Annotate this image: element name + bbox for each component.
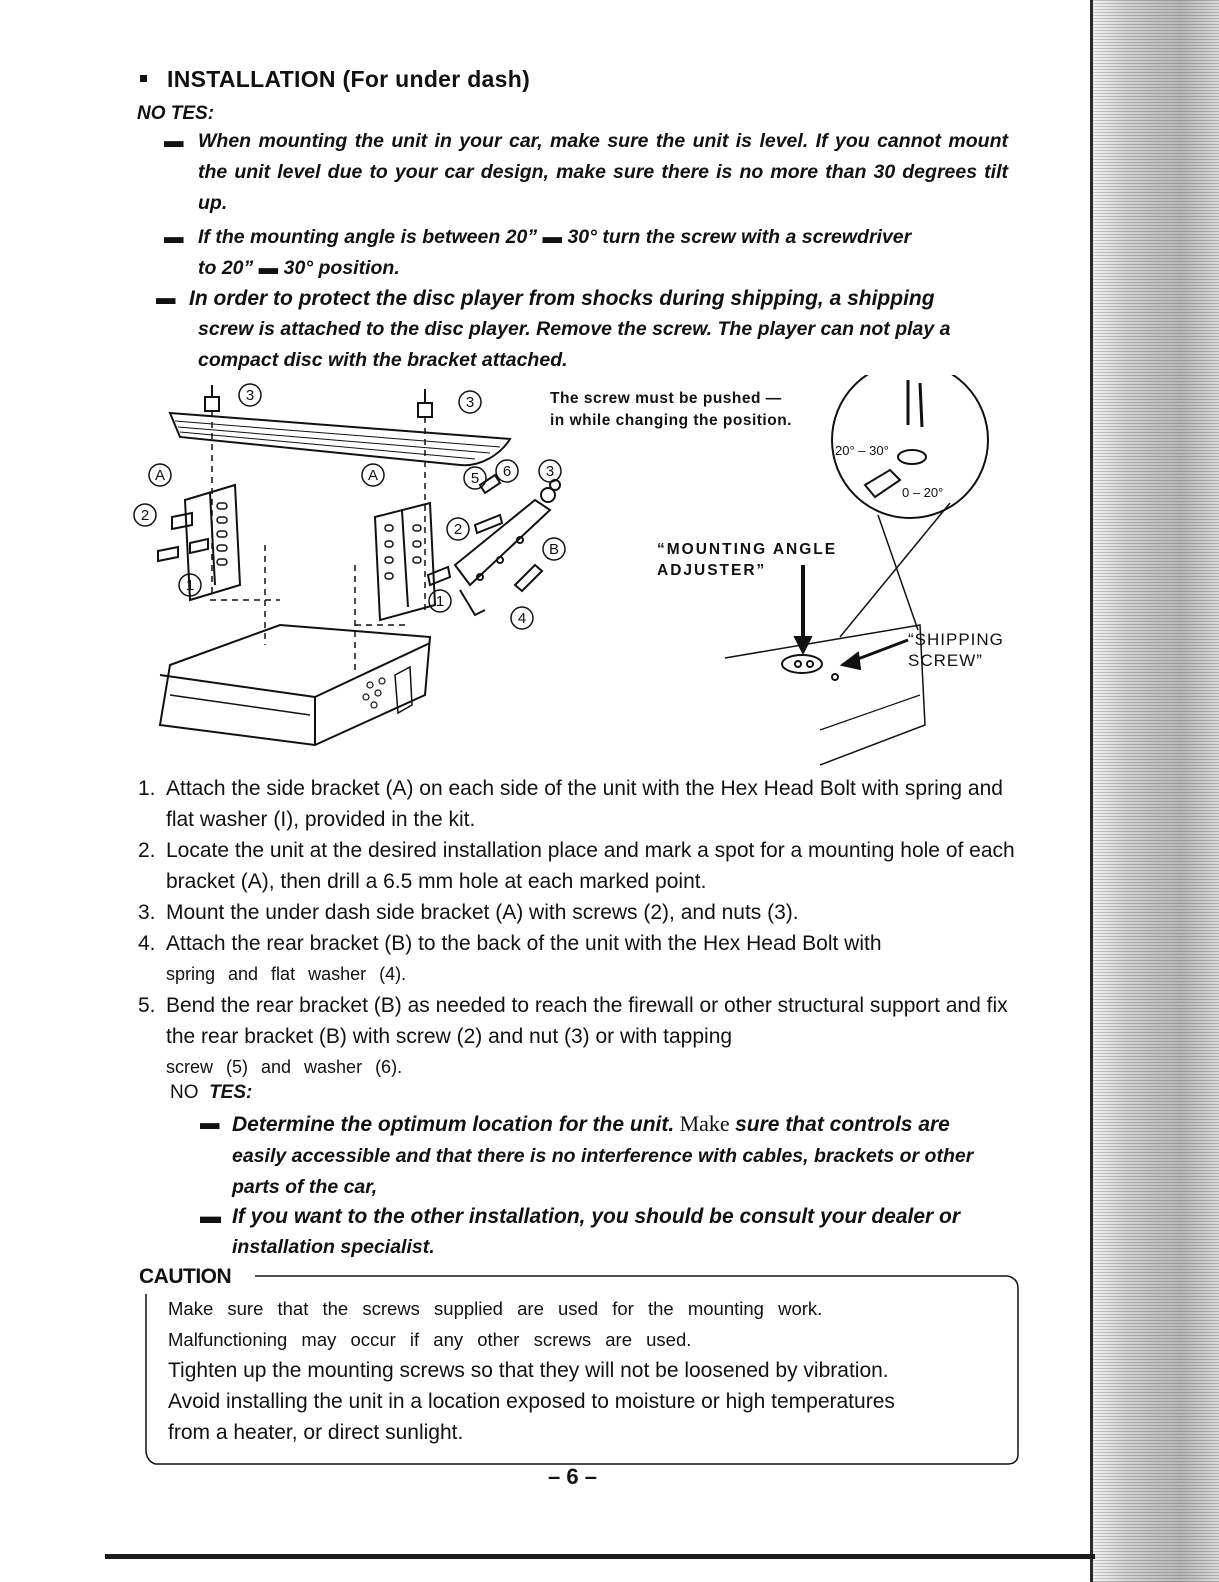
note-item-shipping: ▬ In order to protect the disc player from shocks during shipping, a shipping screw is attached to the disc player. Remove the screw. The player can not play a compact disc with the bracket attached. [198, 283, 1018, 376]
callout-label: A [367, 467, 379, 484]
square-bullet-icon [140, 75, 147, 82]
note-consult-dealer: ▬ If you want to the other installation, you should be consult your dealer or installation specialist. [232, 1201, 1032, 1263]
callout-label: 2 [140, 507, 150, 524]
callout-label: 4 [517, 610, 527, 627]
scan-edge-bottom [105, 1554, 1095, 1559]
callout-3-left [239, 384, 261, 406]
step-item: 1. Attach the side bracket (A) on each side of the unit with the Hex Head Bolt with spring and flat washer (I), provided in the kit. [138, 777, 1003, 831]
dash-icon: ▬ [164, 130, 184, 152]
step-item: 3. Mount the under dash side bracket (A) with screws (2), and nuts (3). [138, 901, 799, 924]
callout-4 [511, 607, 533, 629]
callout-b [543, 538, 565, 560]
callout-1-left [179, 574, 201, 596]
callout-3-center [459, 391, 481, 413]
scan-edge-line [1090, 0, 1093, 1582]
callout-5 [464, 467, 486, 489]
callout-label: 2 [453, 521, 463, 538]
section-title: INSTALLATION (For under dash) [140, 66, 530, 93]
callout-label: 5 [470, 470, 480, 487]
dash-icon: ▬ [156, 287, 176, 309]
callout-1-center [429, 590, 451, 612]
callout-6 [496, 460, 518, 482]
note-optimum-location: ▬ Determine the optimum location for the unit. Make sure that controls are easily accessible and that there is no interference with cables, brackets or other parts of the car, [232, 1108, 1022, 1203]
step-item: 5. Bend the rear bracket (B) as needed to reach the firewall or other structural support and fix the rear bracket (B) with screw (2) and nut (3) or with tapping screw (5) and washer (6). [138, 994, 1008, 1077]
note-item-angle: ▬ If the mounting angle is between 20” ▬ 30° turn the screw with a screwdriver to 20” ▬ 30° position. [198, 222, 1008, 284]
angle-label-lower: 0 – 20° [902, 485, 944, 500]
callout-3-right [539, 460, 561, 482]
callout-label: 3 [245, 387, 255, 404]
callout-2-center [447, 518, 469, 540]
callout-2-left [134, 504, 156, 526]
page-number: – 6 – [548, 1464, 597, 1489]
dash-icon: ▬ [200, 1205, 221, 1228]
shipping-screw-label: “SHIPPING SCREW” [908, 630, 1004, 670]
callout-label: B [548, 541, 560, 558]
notes2-label: NO TES: [170, 1082, 253, 1103]
dash-icon: ▬ [200, 1112, 220, 1134]
callout-a-left [149, 464, 171, 486]
caution-title: CAUTION [139, 1265, 232, 1288]
callout-label: 1 [185, 577, 195, 594]
installation-illustration [130, 375, 1030, 780]
installation-figure [130, 375, 1030, 780]
note-item-level: ▬ When mounting the unit in your car, make sure the unit is level. If you cannot mount the unit level due to your car design, make sure there is no more than 30 degrees tilt up. [198, 126, 1008, 219]
step-item: 4. Attach the rear bracket (B) to the back of the unit with the Hex Head Bolt with spring and flat washer (4). [138, 932, 882, 984]
callout-label: 1 [435, 593, 445, 610]
dash-icon: ▬ [164, 226, 184, 248]
callout-label: 6 [502, 463, 512, 480]
push-note: The screw must be pushed — in while changing the position. [550, 390, 792, 429]
callout-a-right [362, 464, 384, 486]
caution-text: Make sure that the screws supplied are used for the mounting work. Malfunctioning may occur if any other screws are used. Tighten up the mounting screws so that they will not be loosened by vibration. Avoid installing the unit in a location exposed to moisture or high temperatures from a heater, or direct sunlight. [168, 1298, 895, 1444]
mounting-angle-adjuster-label: “MOUNTING ANGLE ADJUSTER” [657, 541, 838, 579]
callout-label: 3 [545, 463, 555, 480]
step-item: 2. Locate the unit at the desired installation place and mark a spot for a mounting hole of each bracket (A), then drill a 6.5 mm hole at each marked point. [138, 839, 1015, 893]
callout-label: 3 [465, 394, 475, 411]
angle-label-upper: 20° – 30° [835, 443, 889, 458]
installation-steps [138, 773, 1018, 1083]
notes-label: NO TES: [137, 103, 215, 124]
callout-label: A [154, 467, 166, 484]
scan-edge-right [1092, 0, 1219, 1582]
